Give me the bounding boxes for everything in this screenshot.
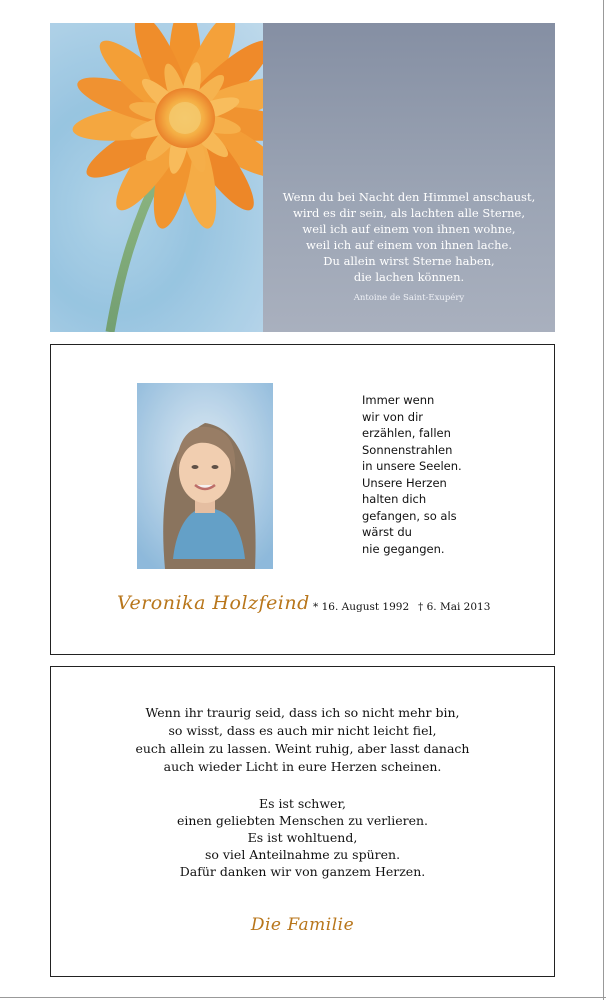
portrait-graphic (137, 383, 273, 569)
card-back (50, 666, 555, 977)
text-line: Dafür danken wir von ganzem Herzen. (179, 864, 426, 879)
text-line: einen geliebten Menschen zu verlieren. (176, 813, 429, 828)
text-line: auch wieder Licht in eure Herzen scheinen. (163, 759, 442, 774)
quote-line: die lachen können. (353, 270, 465, 284)
poem-line: erzählen, fallen (362, 426, 451, 440)
quote-line: Wenn du bei Nacht den Himmel anschaust, (282, 190, 536, 204)
poem-line: Unsere Herzen (362, 475, 447, 490)
poem-line: Immer wenn (362, 393, 435, 407)
poem-line: wärst du (362, 525, 412, 539)
text-line: so wisst, dass es auch mir nicht leicht fiel, (168, 723, 437, 738)
birth-date: * 16. August 1992 (313, 601, 410, 613)
quote-author: Antoine de Saint-Exupéry (353, 293, 465, 303)
quote-panel (263, 23, 555, 332)
deceased-name: Veronika Holzfeind (117, 592, 310, 614)
page-edge-right (603, 0, 604, 1000)
text-line: Es ist wohltuend, (247, 830, 358, 845)
page-edge-bottom (0, 997, 606, 998)
poem (362, 392, 512, 557)
gerbera-flower-graphic (50, 23, 263, 332)
quote-line: weil ich auf einem von ihnen lache. (306, 238, 512, 252)
poem-line: gefangen, so als (362, 508, 457, 523)
text-line: Es ist schwer, (258, 796, 347, 811)
card-front (50, 23, 555, 332)
family-signature: Die Familie (250, 915, 355, 935)
death-date: † 6. Mai 2013 (418, 601, 491, 613)
poem-line: wir von dir (362, 409, 423, 424)
poem-line: in unsere Seelen. (362, 459, 462, 473)
portrait-photo (137, 383, 273, 569)
text-line: euch allein zu lassen. Weint ruhig, aber lasst danach (135, 741, 470, 756)
paragraph-thanks (51, 795, 554, 880)
card-inner (50, 344, 555, 655)
flower-image (50, 23, 263, 332)
poem-line: nie gegangen. (362, 541, 445, 556)
poem-line: Sonnenstrahlen (362, 442, 453, 457)
quote-line: wird es dir sein, als lachten alle Sterne, (293, 206, 525, 220)
quote-text (263, 189, 555, 285)
quote-line: Du allein wirst Sterne haben, (323, 254, 495, 268)
quote-line: weil ich auf einem von ihnen wohne, (302, 222, 516, 236)
poem-line: halten dich (362, 492, 427, 506)
paragraph-comfort (51, 704, 554, 776)
text-line: so viel Anteilnahme zu spüren. (204, 847, 401, 862)
text-line: Wenn ihr traurig seid, dass ich so nicht mehr bin, (145, 705, 460, 720)
